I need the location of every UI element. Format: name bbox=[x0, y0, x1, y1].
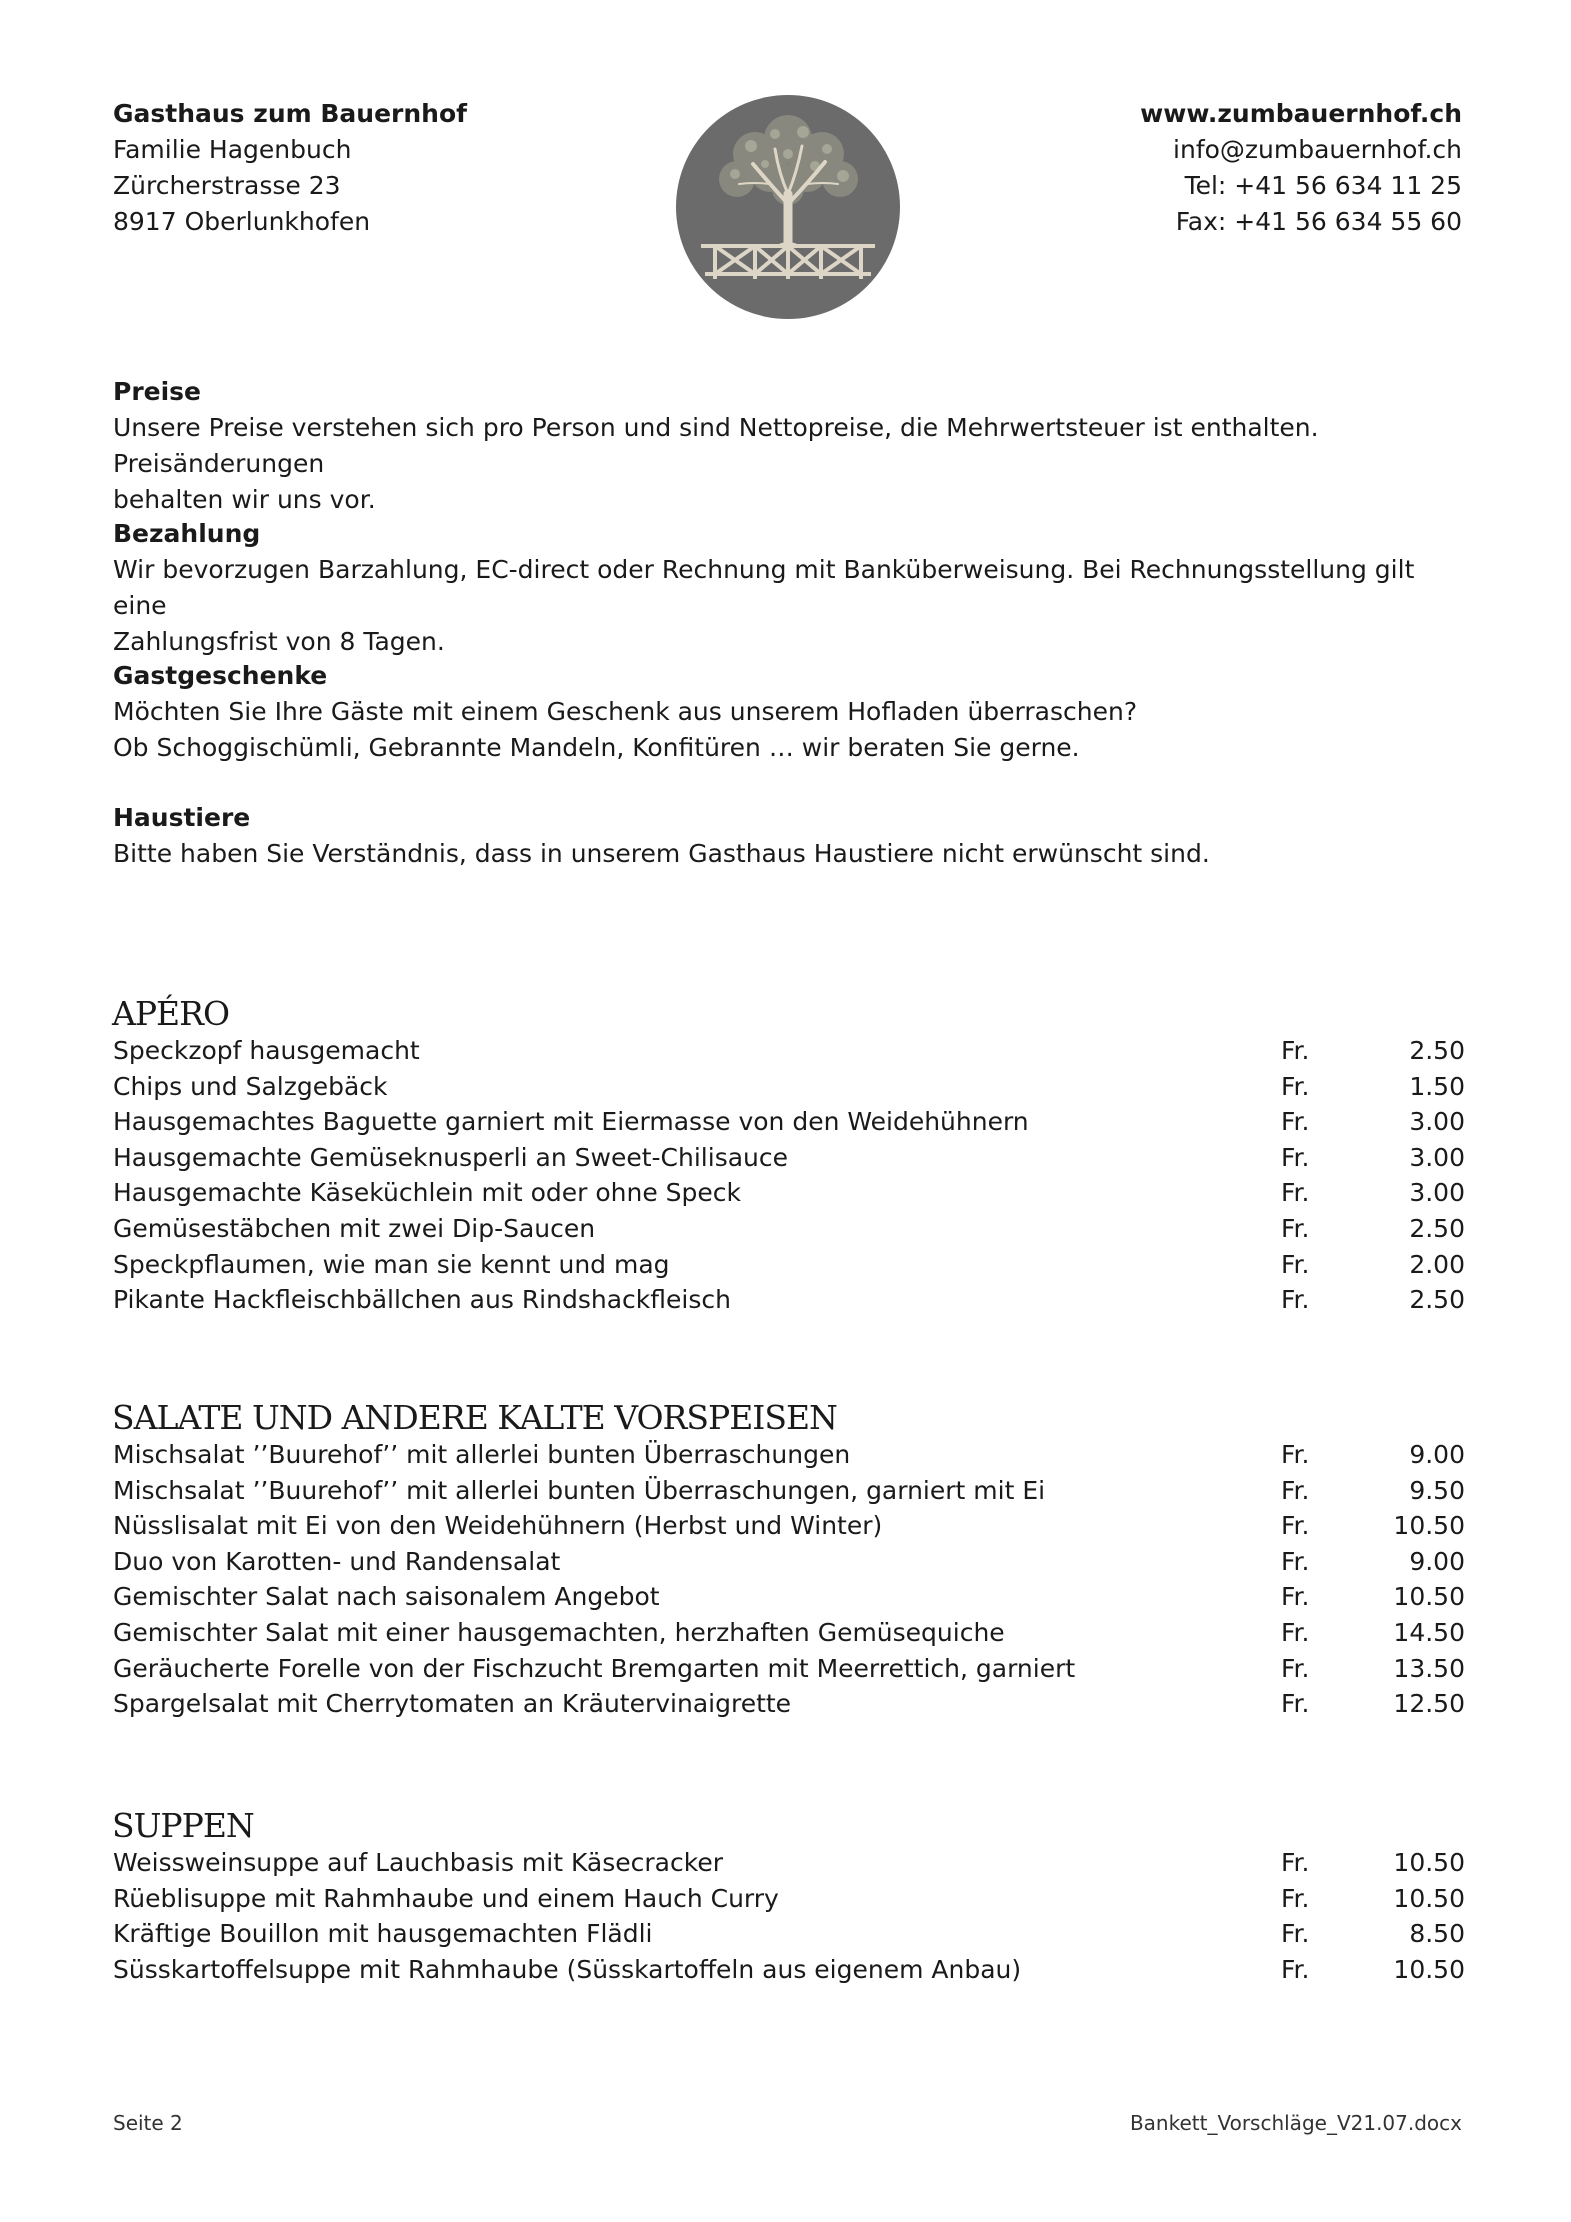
item-name: Süsskartoffelsuppe mit Rahmhaube (Süsskartoffeln aus eigenem Anbau) bbox=[113, 1954, 1022, 1984]
item-name: Mischsalat ’’Buurehof’’ mit allerlei bunten Überraschungen, garniert mit Ei bbox=[113, 1475, 1046, 1505]
street-address: Zürcherstrasse 23 bbox=[113, 171, 341, 200]
menu-row bbox=[113, 1247, 1465, 1283]
menu-list-salate bbox=[113, 1437, 1465, 1722]
item-price: 2.50 bbox=[1409, 1213, 1465, 1243]
item-name: Gemischter Salat mit einer hausgemachten, herzhaften Gemüsequiche bbox=[113, 1617, 1005, 1647]
address-block bbox=[113, 96, 467, 240]
item-currency: Fr. bbox=[1281, 1142, 1310, 1172]
section-title-salate: SALATE UND ANDERE KALTE VORSPEISEN bbox=[112, 1398, 837, 1437]
item-currency: Fr. bbox=[1281, 1689, 1310, 1719]
info-line: Bitte haben Sie Verständnis, dass in unserem Gasthaus Haustiere nicht erwünscht sind. bbox=[113, 839, 1210, 868]
item-currency: Fr. bbox=[1281, 1178, 1310, 1208]
item-currency: Fr. bbox=[1281, 1036, 1310, 1065]
item-name: Mischsalat ’’Buurehof’’ mit allerlei bunten Überraschungen bbox=[113, 1440, 851, 1469]
item-name: Nüsslisalat mit Ei von den Weidehühnern (Herbst und Winter) bbox=[113, 1511, 883, 1541]
info-line: Ob Schoggischümli, Gebrannte Mandeln, Konfitüren … wir beraten Sie gerne. bbox=[113, 733, 1080, 762]
item-name: Duo von Karotten- und Randensalat bbox=[113, 1546, 561, 1576]
menu-row bbox=[113, 1881, 1465, 1917]
item-name: Speckpflaumen, wie man sie kennt und mag bbox=[113, 1249, 670, 1279]
item-price: 9.00 bbox=[1409, 1546, 1465, 1576]
info-heading: Preise bbox=[113, 377, 202, 406]
menu-row bbox=[113, 1686, 1465, 1722]
info-line: behalten wir uns vor. bbox=[113, 485, 376, 514]
item-currency: Fr. bbox=[1281, 1883, 1310, 1913]
fax-number: Fax: +41 56 634 55 60 bbox=[1175, 207, 1462, 236]
tree-fence-logo bbox=[675, 94, 901, 320]
item-price: 2.50 bbox=[1409, 1285, 1465, 1315]
item-price: 9.50 bbox=[1409, 1475, 1465, 1505]
item-name: Speckzopf hausgemacht bbox=[113, 1036, 420, 1065]
item-price: 10.50 bbox=[1393, 1582, 1465, 1612]
item-currency: Fr. bbox=[1281, 1249, 1310, 1279]
item-price: 10.50 bbox=[1393, 1511, 1465, 1541]
item-price: 3.00 bbox=[1409, 1107, 1465, 1137]
item-name: Hausgemachte Gemüseknusperli an Sweet-Chilisauce bbox=[113, 1142, 789, 1172]
info-line: Zahlungsfrist von 8 Tagen. bbox=[113, 627, 445, 656]
phone-number: Tel: +41 56 634 11 25 bbox=[1184, 171, 1462, 200]
info-line: Unsere Preise verstehen sich pro Person und sind Nettopreise, die Mehrwertsteuer ist enthalten. Preisänderungen bbox=[113, 413, 1319, 478]
item-name: Gemischter Salat nach saisonalem Angebot bbox=[113, 1582, 660, 1612]
section-title-apero: APÉRO bbox=[112, 994, 230, 1033]
item-price: 3.00 bbox=[1409, 1178, 1465, 1208]
info-heading: Bezahlung bbox=[113, 519, 261, 548]
item-price: 10.50 bbox=[1393, 1883, 1465, 1913]
item-price: 3.00 bbox=[1409, 1142, 1465, 1172]
footer-filename: Bankett_Vorschläge_V21.07.docx bbox=[1129, 2111, 1462, 2135]
menu-row bbox=[113, 1615, 1465, 1651]
item-name: Kräftige Bouillon mit hausgemachten Flädli bbox=[113, 1919, 653, 1949]
restaurant-name: Gasthaus zum Bauernhof bbox=[113, 99, 468, 128]
menu-row bbox=[113, 1544, 1465, 1580]
item-name: Geräucherte Forelle von der Fischzucht Bremgarten mit Meerrettich, garniert bbox=[113, 1653, 1076, 1683]
info-haustiere bbox=[113, 800, 1473, 872]
item-currency: Fr. bbox=[1281, 1919, 1310, 1949]
info-bezahlung bbox=[113, 516, 1473, 660]
menu-list-suppen bbox=[113, 1845, 1465, 1987]
info-line: Wir bevorzugen Barzahlung, EC-direct oder Rechnung mit Banküberweisung. Bei Rechnungsstellung gilt eine bbox=[113, 555, 1415, 620]
menu-row bbox=[113, 1473, 1465, 1509]
item-name: Hausgemachtes Baguette garniert mit Eiermasse von den Weidehühnern bbox=[113, 1107, 1029, 1137]
item-name: Weissweinsuppe auf Lauchbasis mit Käsecracker bbox=[113, 1848, 723, 1877]
info-preise bbox=[113, 374, 1473, 518]
info-gastgeschenke bbox=[113, 658, 1473, 766]
item-currency: Fr. bbox=[1281, 1107, 1310, 1137]
menu-row bbox=[113, 1508, 1465, 1544]
item-price: 12.50 bbox=[1393, 1689, 1465, 1719]
website-link[interactable]: www.zumbauernhof.ch bbox=[1140, 99, 1462, 128]
item-currency: Fr. bbox=[1281, 1954, 1310, 1984]
item-name: Pikante Hackfleischbällchen aus Rindshackfleisch bbox=[113, 1285, 731, 1315]
item-currency: Fr. bbox=[1281, 1546, 1310, 1576]
item-currency: Fr. bbox=[1281, 1848, 1310, 1877]
menu-row bbox=[113, 1104, 1465, 1140]
menu-list-apero bbox=[113, 1033, 1465, 1318]
item-price: 1.50 bbox=[1409, 1071, 1465, 1101]
item-currency: Fr. bbox=[1281, 1582, 1310, 1612]
menu-row bbox=[113, 1282, 1465, 1318]
item-price: 2.00 bbox=[1409, 1249, 1465, 1279]
item-name: Spargelsalat mit Cherrytomaten an Kräutervinaigrette bbox=[113, 1689, 792, 1719]
city-address: 8917 Oberlunkhofen bbox=[113, 207, 371, 236]
item-price: 13.50 bbox=[1393, 1653, 1465, 1683]
menu-row bbox=[113, 1845, 1465, 1881]
menu-row bbox=[113, 1175, 1465, 1211]
menu-row bbox=[113, 1033, 1465, 1069]
item-name: Chips und Salzgebäck bbox=[113, 1071, 388, 1101]
info-heading: Haustiere bbox=[113, 803, 251, 832]
menu-row bbox=[113, 1069, 1465, 1105]
item-name: Gemüsestäbchen mit zwei Dip-Saucen bbox=[113, 1213, 596, 1243]
menu-row bbox=[113, 1579, 1465, 1615]
menu-row bbox=[113, 1211, 1465, 1247]
contact-block bbox=[1140, 96, 1462, 240]
menu-row bbox=[113, 1916, 1465, 1952]
menu-row bbox=[113, 1437, 1465, 1473]
item-name: Rüeblisuppe mit Rahmhaube und einem Hauch Curry bbox=[113, 1883, 779, 1913]
section-title-suppen: SUPPEN bbox=[112, 1806, 254, 1845]
item-currency: Fr. bbox=[1281, 1440, 1310, 1469]
item-currency: Fr. bbox=[1281, 1213, 1310, 1243]
item-price: 8.50 bbox=[1409, 1919, 1465, 1949]
menu-row bbox=[113, 1952, 1465, 1988]
item-price: 2.50 bbox=[1409, 1036, 1465, 1065]
item-currency: Fr. bbox=[1281, 1071, 1310, 1101]
item-currency: Fr. bbox=[1281, 1511, 1310, 1541]
footer-page-number: Seite 2 bbox=[113, 2111, 183, 2135]
menu-row bbox=[113, 1651, 1465, 1687]
item-currency: Fr. bbox=[1281, 1475, 1310, 1505]
family-name: Familie Hagenbuch bbox=[113, 135, 352, 164]
item-price: 10.50 bbox=[1393, 1954, 1465, 1984]
item-currency: Fr. bbox=[1281, 1617, 1310, 1647]
item-price: 14.50 bbox=[1393, 1617, 1465, 1647]
info-heading: Gastgeschenke bbox=[113, 661, 328, 690]
item-name: Hausgemachte Käseküchlein mit oder ohne Speck bbox=[113, 1178, 741, 1208]
menu-row bbox=[113, 1140, 1465, 1176]
email-link[interactable]: info@zumbauernhof.ch bbox=[1173, 135, 1462, 164]
info-line: Möchten Sie Ihre Gäste mit einem Geschenk aus unserem Hofladen überraschen? bbox=[113, 697, 1138, 726]
item-currency: Fr. bbox=[1281, 1285, 1310, 1315]
item-price: 10.50 bbox=[1393, 1848, 1465, 1877]
item-currency: Fr. bbox=[1281, 1653, 1310, 1683]
item-price: 9.00 bbox=[1409, 1440, 1465, 1469]
